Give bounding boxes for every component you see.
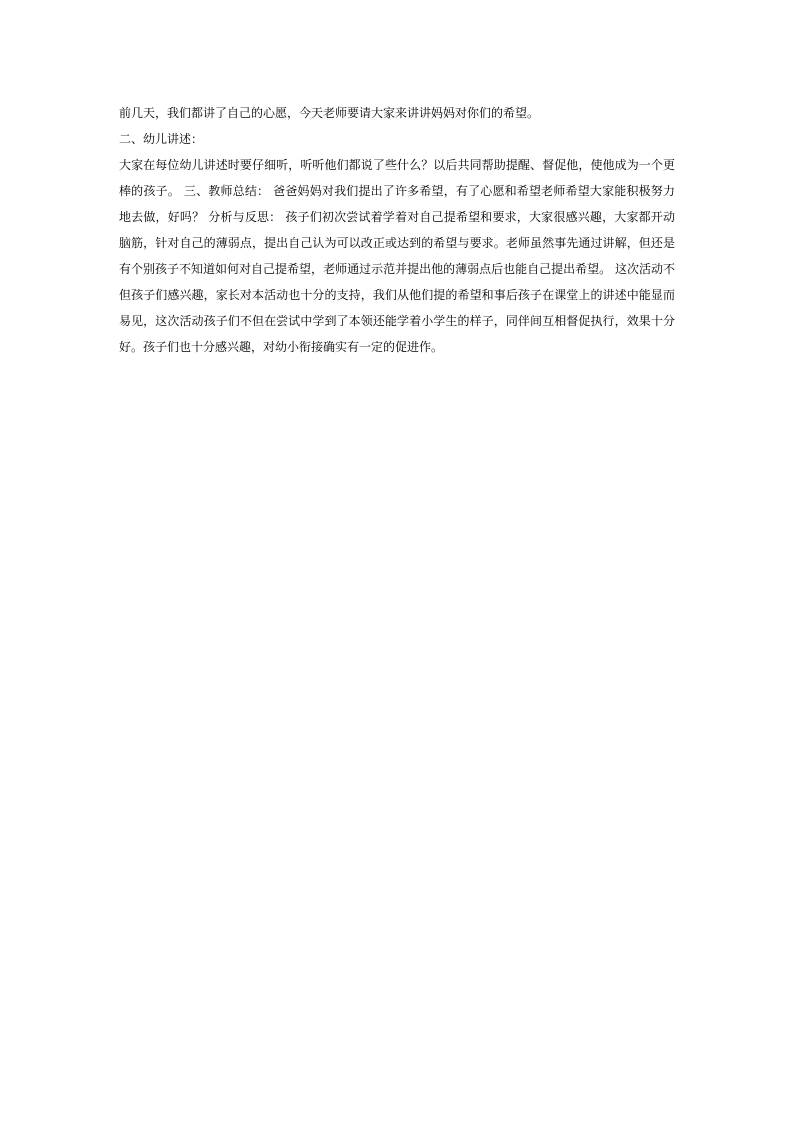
paragraph-intro: 前几天，我们都讲了自己的心愿，今天老师要请大家来讲讲妈妈对你们的希望。 [119,106,540,120]
section-heading-child-narration: 二、幼儿讲述： [119,132,204,146]
paragraph-main: 大家在每位幼儿讲述时要仔细听，听听他们都说了些什么？以后共同帮助提醒、督促他，使他成为一个更棒的孩子。 三、教师总结： 爸爸妈妈对我们提出了许多希望，有了心愿和希望老师希望大家能积极努力地去做，好吗？ 分析与反思： 孩子们初次尝试着学着对自己提希望和要求，大家很感兴趣，大家都开动脑筋，针对自己的薄弱点，提出自己认为可以改正或达到的希望与要求。老师虽然事先通过讲解，但还是有个别孩子不知道如何对自己提希望，老师通过示范并提出他的薄弱点后也能自己提出希望。 这次活动不但孩子们感兴趣，家长对本活动也十分的支持，我们从他们提的希望和事后孩子在课堂上的讲述中能显而易见，这次活动孩子们不但在尝试中学到了本领还能学着小学生的样子，同伴间互相督促执行，效果十分好。孩子们也十分感兴趣，对幼小衔接确实有一定的促进作。 [119,158,675,354]
document-body [119,100,675,360]
